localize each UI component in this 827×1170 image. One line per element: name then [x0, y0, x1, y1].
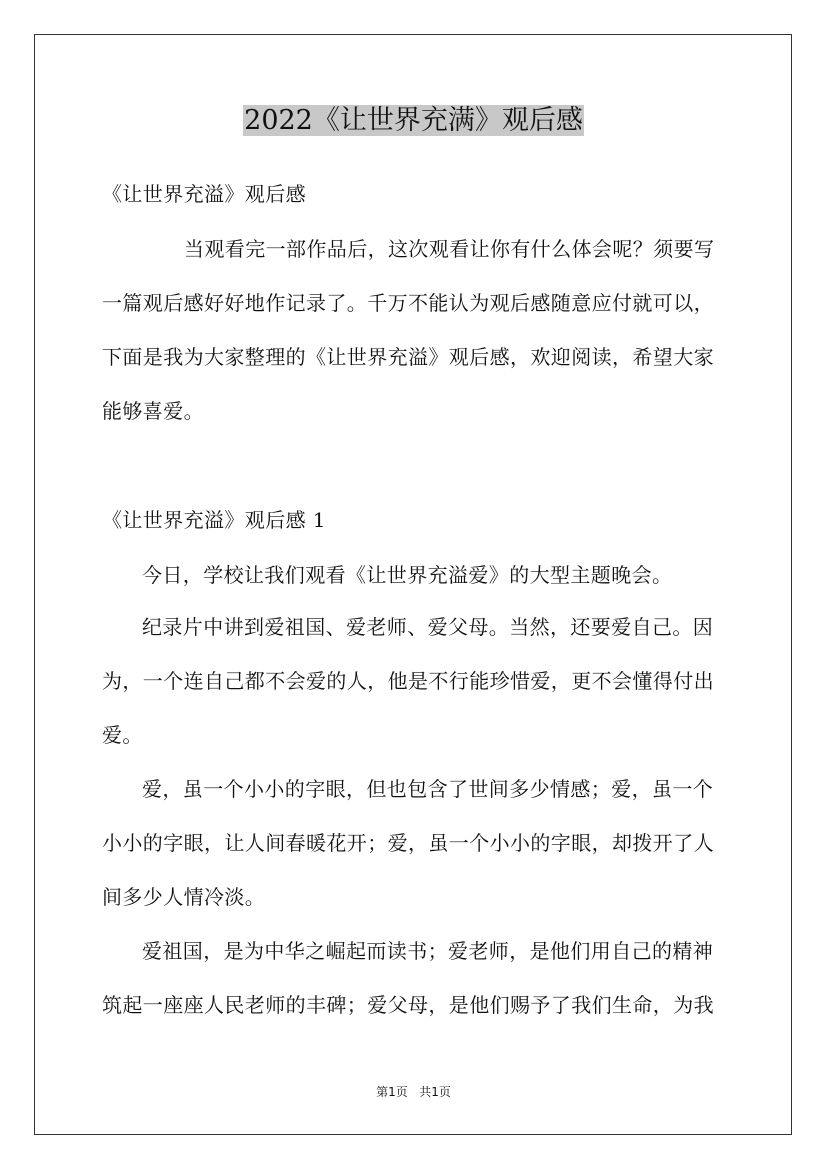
intro-paragraph-line: 当观看完一部作品后，这次观看让你有什么体会呢？须要写: [184, 237, 715, 261]
body-paragraph-line: 纪录片中讲到爱祖国、爱老师、爱父母。当然，还要爱自己。因: [142, 615, 714, 639]
body-paragraph-line: 小小的字眼，让人间春暖花开；爱，虽一个小小的字眼，却拨开了人: [102, 831, 714, 855]
intro-heading: 《让世界充溢》观后感: [102, 182, 306, 206]
body-paragraph-line: 筑起一座座人民老师的丰碑；爱父母，是他们赐予了我们生命，为我: [102, 993, 714, 1017]
document-title: 2022《让世界充满》观后感: [244, 105, 583, 136]
body-paragraph-line: 今日，学校让我们观看《让世界充溢爱》的大型主题晚会。: [142, 563, 673, 587]
body-paragraph-line: 为，一个连自己都不会爱的人，他是不行能珍惜爱，更不会懂得付出: [102, 669, 714, 693]
body-paragraph-line: 间多少人情冷淡。: [102, 885, 266, 909]
body-paragraph-line: 爱祖国，是为中华之崛起而读书；爱老师，是他们用自己的精神: [142, 939, 714, 963]
section-heading: 《让世界充溢》观后感 1: [102, 508, 326, 532]
body-paragraph-line: 爱。: [102, 723, 143, 747]
intro-paragraph-line: 能够喜爱。: [102, 399, 204, 423]
intro-paragraph-line: 一篇观后感好好地作记录了。千万不能认为观后感随意应付就可以，: [102, 291, 714, 315]
page-number-footer: 第1页 共1页: [376, 1085, 451, 1099]
intro-paragraph-line: 下面是我为大家整理的《让世界充溢》观后感，欢迎阅读，希望大家: [102, 345, 714, 369]
body-paragraph-line: 爱，虽一个小小的字眼，但也包含了世间多少情感；爱，虽一个: [142, 777, 714, 801]
